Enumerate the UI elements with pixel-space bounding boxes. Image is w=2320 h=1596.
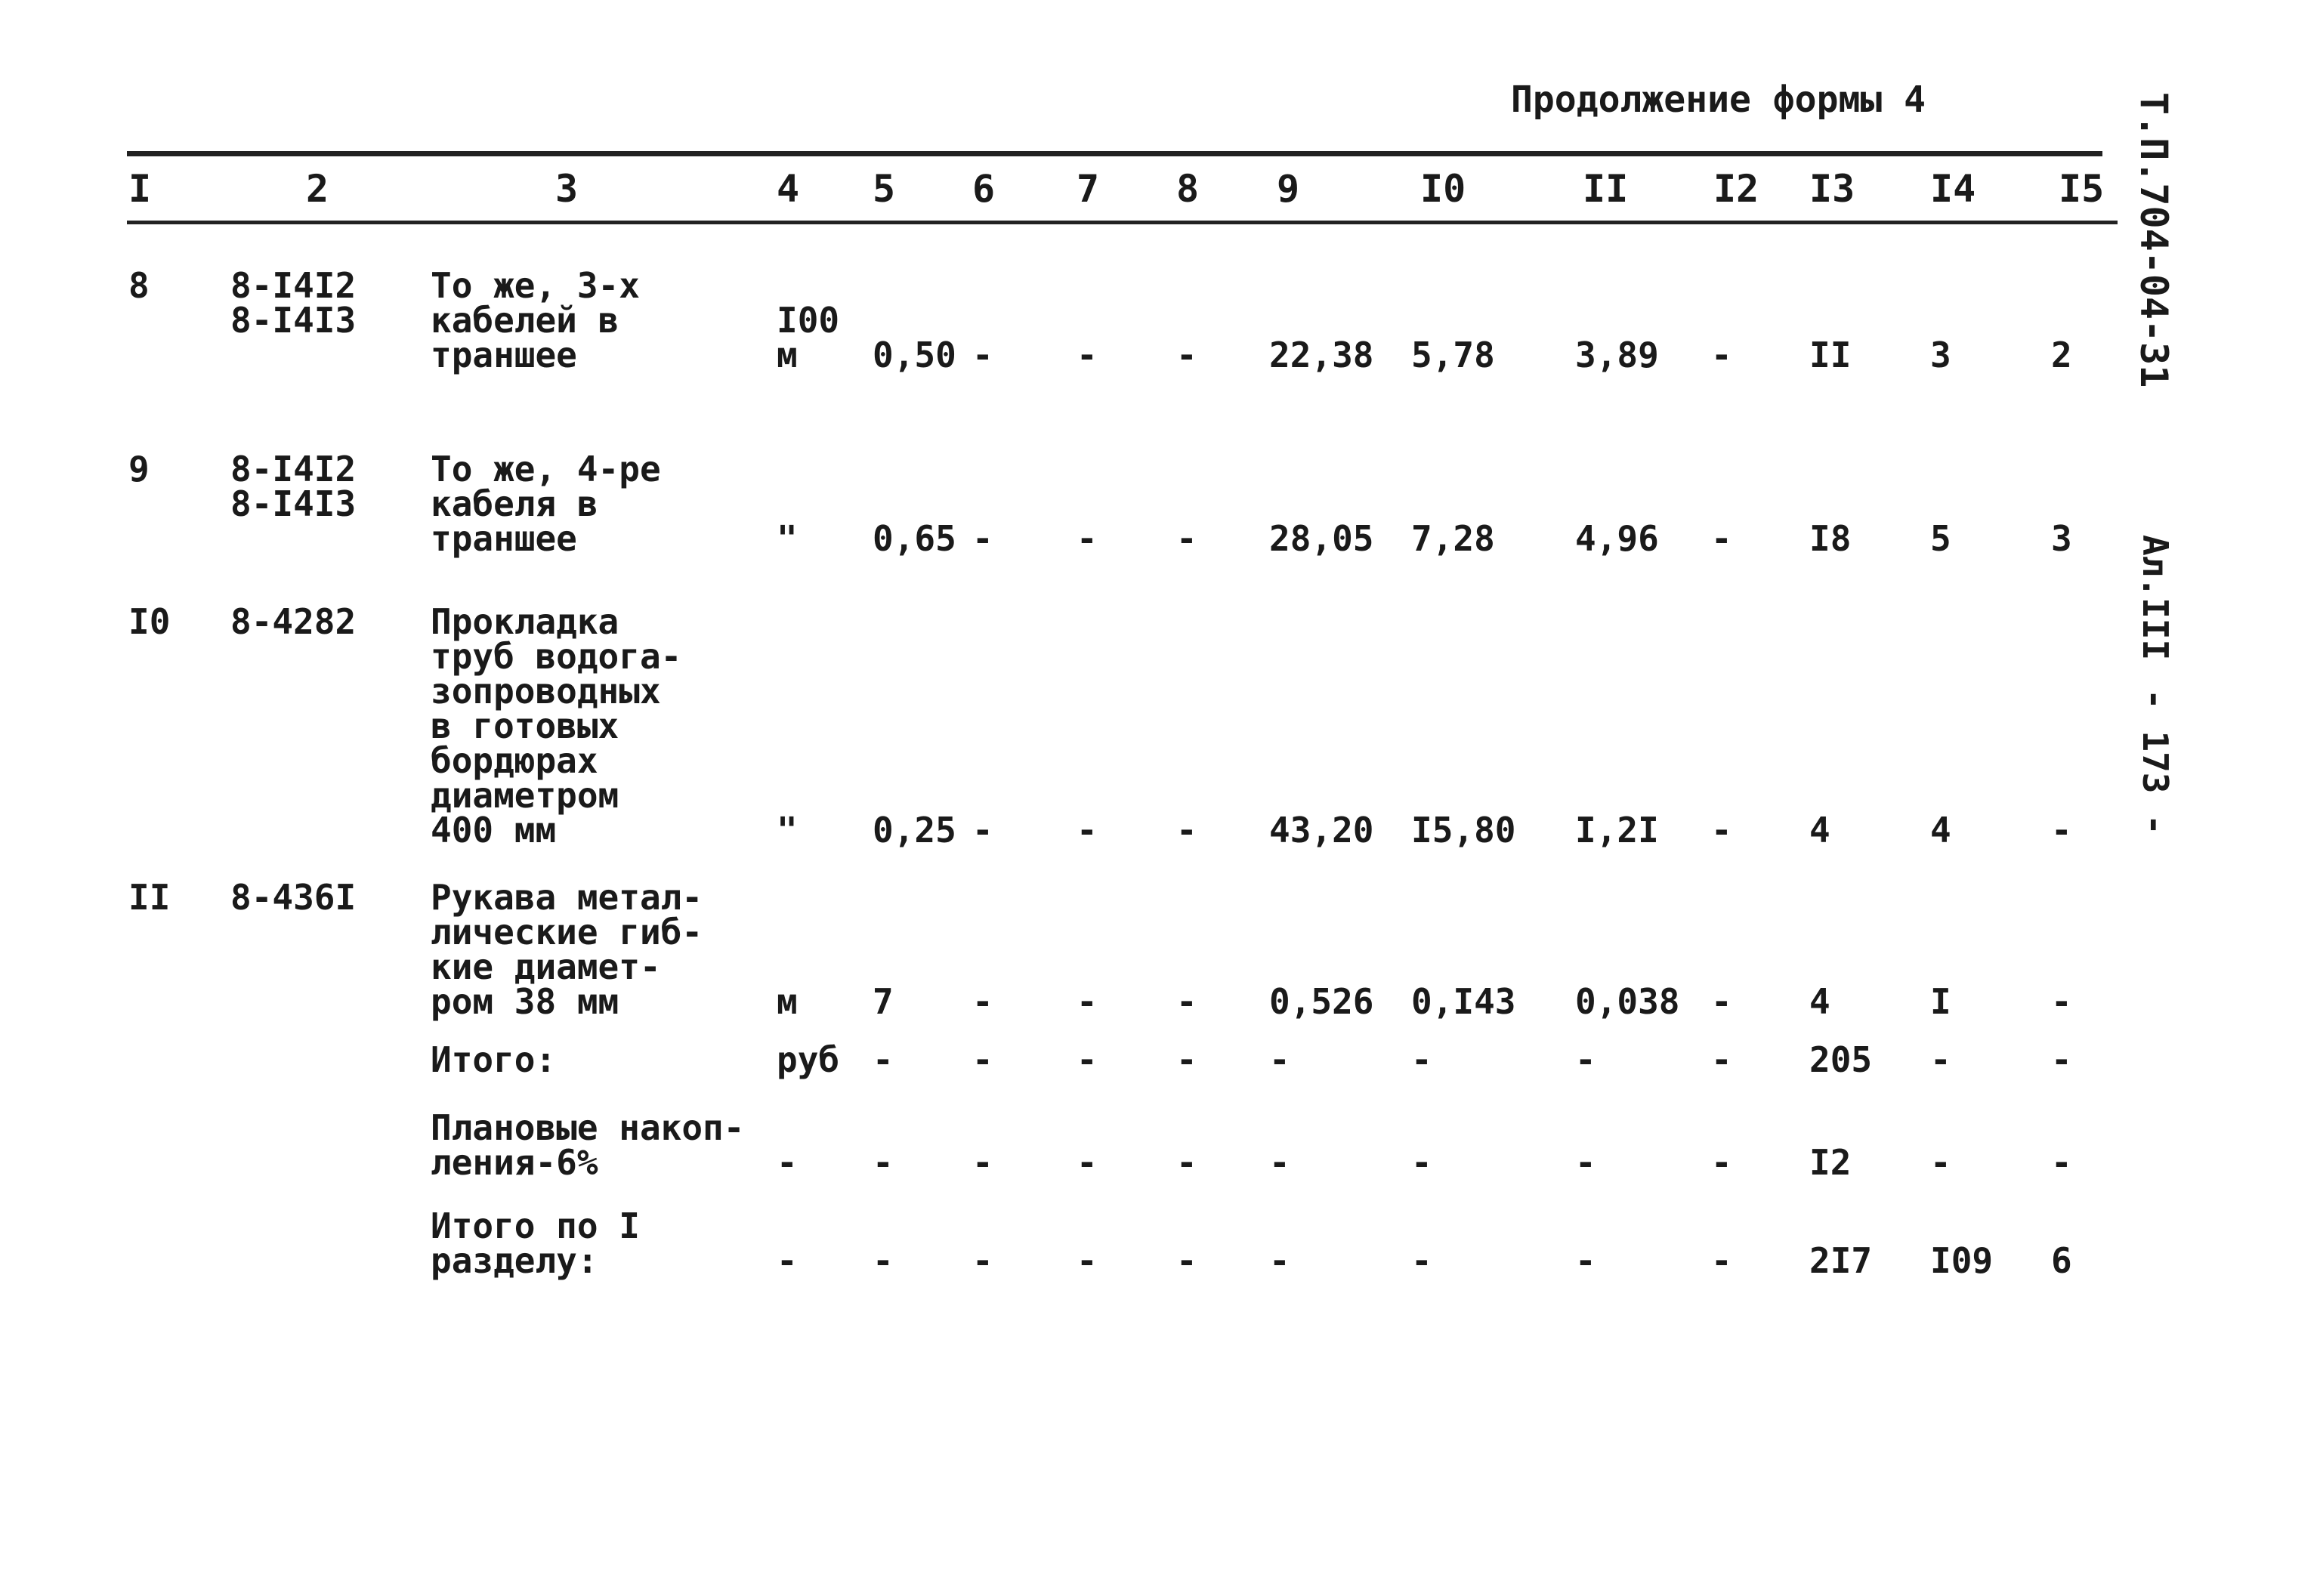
value-col-10: 0,I43 xyxy=(1411,981,1516,1022)
value-col-9: 43,20 xyxy=(1269,810,1374,850)
work-description: Прокладка труб водога- зопроводных в готовых бордюрах диаметром 400 мм xyxy=(431,601,682,850)
value-col-12: - xyxy=(1711,1240,1732,1281)
column-header: I3 xyxy=(1809,167,1855,211)
top-rule xyxy=(127,151,2102,156)
value-col-13: II xyxy=(1809,335,1852,375)
column-header: I0 xyxy=(1420,167,1466,211)
value-col-10: - xyxy=(1411,1240,1432,1281)
column-header: 9 xyxy=(1277,167,1300,211)
value-col-13: I8 xyxy=(1809,518,1852,559)
value-col-10: - xyxy=(1411,1039,1432,1080)
value-col-7: - xyxy=(1077,1039,1098,1080)
rate-code: 8-4282 xyxy=(230,601,357,642)
value-col-12: - xyxy=(1711,810,1732,850)
value-col-15: - xyxy=(2051,810,2072,850)
value-col-5: 7 xyxy=(873,981,894,1022)
column-header: I2 xyxy=(1713,167,1759,211)
value-col-14: I09 xyxy=(1930,1240,1994,1281)
value-col-13: I2 xyxy=(1809,1142,1852,1183)
work-description: Плановые накоп- ления-6% xyxy=(431,1107,745,1183)
value-col-11: 3,89 xyxy=(1575,335,1659,375)
work-description: То же, 3-х кабелей в траншее xyxy=(431,265,640,375)
value-col-8: - xyxy=(1176,1039,1197,1080)
form-continuation-caption: Продолжение формы 4 xyxy=(1511,79,1926,121)
value-col-15: 6 xyxy=(2051,1240,2072,1281)
value-col-7: - xyxy=(1077,981,1098,1022)
album-label: Ал.III xyxy=(2135,535,2176,661)
header-bottom-rule xyxy=(127,221,2118,224)
value-col-15: 2 xyxy=(2051,335,2072,375)
unit: " xyxy=(777,518,798,559)
unit: " xyxy=(777,810,798,850)
value-col-14: 5 xyxy=(1930,518,1951,559)
work-description: Рукава метал- лические гиб- кие диамет- ром 38 мм xyxy=(431,877,703,1022)
value-col-15: - xyxy=(2051,981,2072,1022)
value-col-10: I5,80 xyxy=(1411,810,1516,850)
value-col-7: - xyxy=(1077,1240,1098,1281)
column-header: 6 xyxy=(972,167,996,211)
column-header: 2 xyxy=(306,167,329,211)
value-col-9: - xyxy=(1269,1039,1290,1080)
value-col-12: - xyxy=(1711,335,1732,375)
value-col-5: - xyxy=(873,1039,894,1080)
unit: - xyxy=(777,1240,798,1281)
value-col-9: 28,05 xyxy=(1269,518,1374,559)
value-col-6: - xyxy=(972,335,993,375)
value-col-15: 3 xyxy=(2051,518,2072,559)
value-col-13: 2I7 xyxy=(1809,1240,1873,1281)
work-description: То же, 4-ре кабеля в траншее xyxy=(431,449,661,559)
value-col-13: 4 xyxy=(1809,981,1830,1022)
value-col-11: - xyxy=(1575,1039,1596,1080)
value-col-7: - xyxy=(1077,1142,1098,1183)
value-col-14: 4 xyxy=(1930,810,1951,850)
value-col-13: 4 xyxy=(1809,810,1830,850)
row-number: I0 xyxy=(128,601,171,642)
column-header: 7 xyxy=(1077,167,1100,211)
value-col-6: - xyxy=(972,981,993,1022)
value-col-11: - xyxy=(1575,1240,1596,1281)
value-col-9: 0,526 xyxy=(1269,981,1374,1022)
value-col-5: 0,25 xyxy=(873,810,956,850)
value-col-8: - xyxy=(1176,1240,1197,1281)
column-header: I5 xyxy=(2059,167,2105,211)
value-col-6: - xyxy=(972,1142,993,1183)
column-header: I4 xyxy=(1930,167,1976,211)
column-header: I xyxy=(128,167,152,211)
value-col-14: I xyxy=(1930,981,1951,1022)
column-header: II xyxy=(1583,167,1629,211)
unit: I00 м xyxy=(777,300,840,375)
value-col-8: - xyxy=(1176,810,1197,850)
value-col-6: - xyxy=(972,810,993,850)
value-col-8: - xyxy=(1176,1142,1197,1183)
row-number: II xyxy=(128,877,171,918)
value-col-8: - xyxy=(1176,518,1197,559)
value-col-14: - xyxy=(1930,1039,1951,1080)
value-col-11: 4,96 xyxy=(1575,518,1659,559)
value-col-9: - xyxy=(1269,1240,1290,1281)
value-col-7: - xyxy=(1077,810,1098,850)
document-code: Т.П.704-04-31 xyxy=(2132,92,2176,388)
value-col-7: - xyxy=(1077,335,1098,375)
value-col-12: - xyxy=(1711,1039,1732,1080)
value-col-7: - xyxy=(1077,518,1098,559)
row-number: 9 xyxy=(128,449,150,489)
value-col-8: - xyxy=(1176,335,1197,375)
unit: руб xyxy=(777,1039,840,1080)
value-col-12: - xyxy=(1711,1142,1732,1183)
value-col-11: I,2I xyxy=(1575,810,1659,850)
page-number: - 173 - xyxy=(2135,689,2176,835)
value-col-12: - xyxy=(1711,981,1732,1022)
value-col-6: - xyxy=(972,1240,993,1281)
column-header: 5 xyxy=(873,167,896,211)
value-col-5: 0,50 xyxy=(873,335,956,375)
value-col-9: 22,38 xyxy=(1269,335,1374,375)
value-col-14: - xyxy=(1930,1142,1951,1183)
value-col-5: - xyxy=(873,1142,894,1183)
value-col-9: - xyxy=(1269,1142,1290,1183)
unit: м xyxy=(777,981,798,1022)
column-header: 4 xyxy=(777,167,800,211)
value-col-10: 5,78 xyxy=(1411,335,1495,375)
value-col-11: 0,038 xyxy=(1575,981,1680,1022)
value-col-5: 0,65 xyxy=(873,518,956,559)
unit: - xyxy=(777,1142,798,1183)
value-col-6: - xyxy=(972,518,993,559)
value-col-14: 3 xyxy=(1930,335,1951,375)
value-col-11: - xyxy=(1575,1142,1596,1183)
value-col-12: - xyxy=(1711,518,1732,559)
value-col-10: 7,28 xyxy=(1411,518,1495,559)
work-description: Итого по I разделу: xyxy=(431,1205,640,1281)
row-number: 8 xyxy=(128,265,150,306)
column-header: 8 xyxy=(1176,167,1200,211)
rate-code: 8-436I xyxy=(230,877,357,918)
value-col-10: - xyxy=(1411,1142,1432,1183)
value-col-6: - xyxy=(972,1039,993,1080)
value-col-15: - xyxy=(2051,1142,2072,1183)
value-col-13: 205 xyxy=(1809,1039,1873,1080)
work-description: Итого: xyxy=(431,1039,557,1080)
value-col-8: - xyxy=(1176,981,1197,1022)
rate-code: 8-I4I2 8-I4I3 xyxy=(230,449,357,524)
column-header: 3 xyxy=(555,167,579,211)
value-col-5: - xyxy=(873,1240,894,1281)
rate-code: 8-I4I2 8-I4I3 xyxy=(230,265,357,341)
value-col-15: - xyxy=(2051,1039,2072,1080)
